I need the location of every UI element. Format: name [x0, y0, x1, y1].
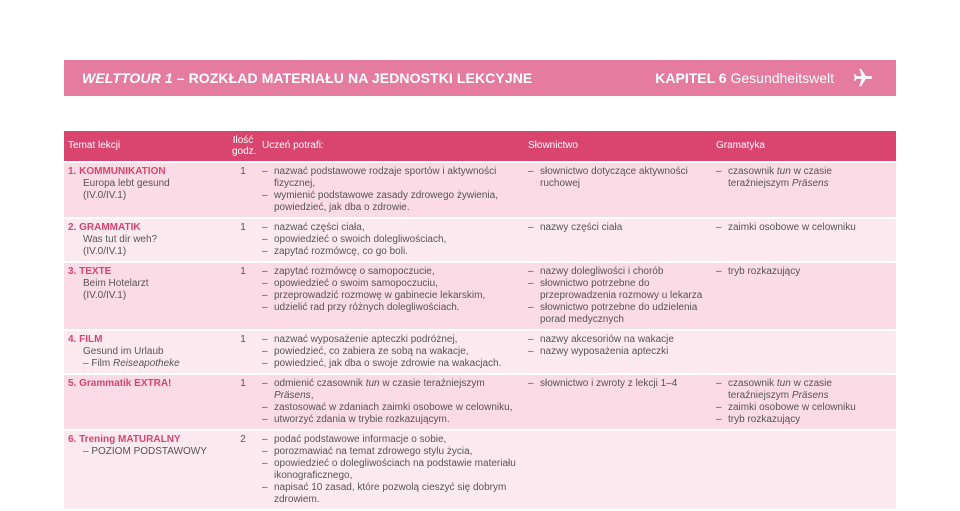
goals-cell: [258, 219, 524, 261]
lesson-subtitle: – POZIOM PODSTAWOWY: [83, 446, 207, 457]
goal-item: – nazwać części ciała,: [262, 222, 520, 234]
header-banner: [64, 60, 896, 96]
grammar-item-cont: teraźniejszym Präsens: [728, 178, 829, 189]
hours-cell: 1: [228, 163, 258, 217]
lesson-subtitle: Gesund im Urlaub: [83, 346, 164, 357]
col-lesson: Temat lekcji: [64, 131, 228, 161]
lesson-code: (IV.0/IV.1): [83, 290, 127, 301]
col-goals: Uczeń potrafi:: [258, 131, 524, 161]
grammar-cell: [712, 431, 896, 509]
goal-item: – odmienić czasownik tun w czasie teraźniejszym Präsens,: [262, 378, 520, 402]
grammar-item: – czasownik tun w czasie: [716, 166, 892, 178]
table-row: [64, 219, 896, 261]
goals-cell: [258, 375, 524, 429]
vocab-item: – nazwy dolegliwości i chorób: [528, 266, 708, 278]
vocab-item: – nazwy części ciała: [528, 222, 708, 234]
goal-item: – utworzyć zdania w trybie rozkazującym.: [262, 414, 520, 426]
vocab-cell: [524, 331, 712, 373]
hours-cell: 1: [228, 331, 258, 373]
grammar-item: – czasownik tun w czasie: [716, 378, 892, 390]
lesson-cell: [64, 219, 228, 261]
lesson-code: (IV.0/IV.1): [83, 246, 127, 257]
goal-item: – napisać 10 zasad, które pozwolą cieszyć się dobrym: [262, 482, 520, 494]
grammar-item: – tryb rozkazujący: [716, 414, 892, 426]
lesson-title: 6. Trening MATURALNY: [68, 434, 181, 445]
hours-cell: 1: [228, 219, 258, 261]
lesson-code: (IV.0/IV.1): [83, 190, 127, 201]
vocab-item: – słownictwo potrzebne do udzielenia: [528, 302, 708, 314]
table-row: [64, 263, 896, 329]
chapter-number: KAPITEL 6: [655, 70, 727, 86]
lesson-film: – Film Reiseapotheke: [83, 358, 180, 369]
goal-item: – opowiedzieć o swoim samopoczuciu,: [262, 278, 520, 290]
goal-item: – przeprowadzić rozmowę w gabinecie lekarskim,: [262, 290, 520, 302]
lesson-cell: [64, 375, 228, 429]
hours-cell: 1: [228, 263, 258, 329]
goal-item-cont: powiedzieć, jak dba o zdrowie.: [274, 202, 410, 213]
title-text: – ROZKŁAD MATERIAŁU NA JEDNOSTKI LEKCYJNE: [172, 70, 533, 86]
vocab-item: – słownictwo potrzebne do: [528, 278, 708, 290]
vocab-item: – nazwy wyposażenia apteczki: [528, 346, 708, 358]
hours-cell: 2: [228, 431, 258, 509]
grammar-cell: [712, 219, 896, 261]
goal-item: – powiedzieć, jak dba o swoje zdrowie na wakacjach.: [262, 358, 520, 370]
page-title: [82, 70, 532, 86]
hours-cell: 1: [228, 375, 258, 429]
goals-cell: [258, 331, 524, 373]
goal-item: – podać podstawowe informacje o sobie,: [262, 434, 520, 446]
table-row: [64, 163, 896, 217]
goal-item-cont: ikonograficznego,: [274, 470, 353, 481]
lesson-title: 2. GRAMMATIK: [68, 222, 141, 233]
lesson-title: 4. FILM: [68, 334, 103, 345]
lesson-title: 3. TEXTE: [68, 266, 112, 277]
lesson-cell: [64, 163, 228, 217]
table-row: [64, 375, 896, 429]
goal-item: – zapytać rozmówcę o samopoczucie,: [262, 266, 520, 278]
grammar-item-cont: teraźniejszym Präsens: [728, 390, 829, 401]
goal-item: – wymienić podstawowe zasady zdrowego żywienia,: [262, 190, 520, 202]
table-row: [64, 431, 896, 509]
goal-item: – powiedzieć, co zabiera ze sobą na wakacje,: [262, 346, 520, 358]
lesson-cell: [64, 431, 228, 509]
goals-cell: [258, 431, 524, 509]
table-header-row: [64, 131, 896, 161]
vocab-item: – słownictwo dotyczące aktywności: [528, 166, 708, 178]
goal-item: – udzielić rad przy różnych dolegliwościach.: [262, 302, 520, 314]
grammar-cell: [712, 263, 896, 329]
goal-item: – zapytać rozmówcę, co go boli.: [262, 246, 520, 258]
vocab-item-cont: przeprowadzenia rozmowy u lekarza: [540, 290, 703, 301]
vocab-item-cont: porad medycznych: [540, 314, 624, 325]
lesson-subtitle: Beim Hotelarzt: [83, 278, 149, 289]
vocab-cell: [524, 163, 712, 217]
grammar-item: – zaimki osobowe w celowniku: [716, 222, 892, 234]
goal-item: – opowiedzieć o swoich dolegliwościach,: [262, 234, 520, 246]
chapter-label: [655, 70, 834, 86]
lesson-cell: [64, 331, 228, 373]
grammar-cell: [712, 375, 896, 429]
lesson-subtitle: Was tut dir weh?: [83, 234, 158, 245]
table-row: [64, 331, 896, 373]
grammar-cell: [712, 331, 896, 373]
lesson-subtitle: Europa lebt gesund: [83, 178, 170, 189]
vocab-item: – nazwy akcesoriów na wakacje: [528, 334, 708, 346]
grammar-item: – tryb rozkazujący: [716, 266, 892, 278]
col-hours: Ilość godz.: [228, 131, 258, 161]
lesson-title: 5. Grammatik EXTRA!: [68, 378, 172, 389]
goal-item-cont: zdrowiem.: [274, 494, 320, 505]
lesson-cell: [64, 263, 228, 329]
goal-item: – zastosować w zdaniach zaimki osobowe w celowniku,: [262, 402, 520, 414]
col-vocab: Słownictwo: [524, 131, 712, 161]
vocab-cell: [524, 219, 712, 261]
vocab-cell: [524, 375, 712, 429]
goals-cell: [258, 163, 524, 217]
goal-item-cont: fizycznej,: [274, 178, 316, 189]
vocab-cell: [524, 431, 712, 509]
goals-cell: [258, 263, 524, 329]
vocab-item-cont: ruchowej: [540, 178, 581, 189]
vocab-item: – słownictwo i zwroty z lekcji 1–4: [528, 378, 708, 390]
vocab-cell: [524, 263, 712, 329]
airplane-icon: [852, 67, 874, 89]
goal-item: – porozmawiać na temat zdrowego stylu życia,: [262, 446, 520, 458]
goal-item: – opowiedzieć o dolegliwościach na podstawie materiału: [262, 458, 520, 470]
grammar-item: – zaimki osobowe w celowniku: [716, 402, 892, 414]
goal-item: – nazwać wyposażenie apteczki podróżnej,: [262, 334, 520, 346]
col-grammar: Gramatyka: [712, 131, 896, 161]
lesson-plan-table: [64, 129, 896, 511]
title-series: WELTTOUR 1: [82, 70, 173, 86]
goal-item: – nazwać podstawowe rodzaje sportów i aktywności: [262, 166, 520, 178]
chapter-name: Gesundheitswelt: [726, 70, 834, 86]
grammar-cell: [712, 163, 896, 217]
lesson-title: 1. KOMMUNIKATION: [68, 166, 166, 177]
